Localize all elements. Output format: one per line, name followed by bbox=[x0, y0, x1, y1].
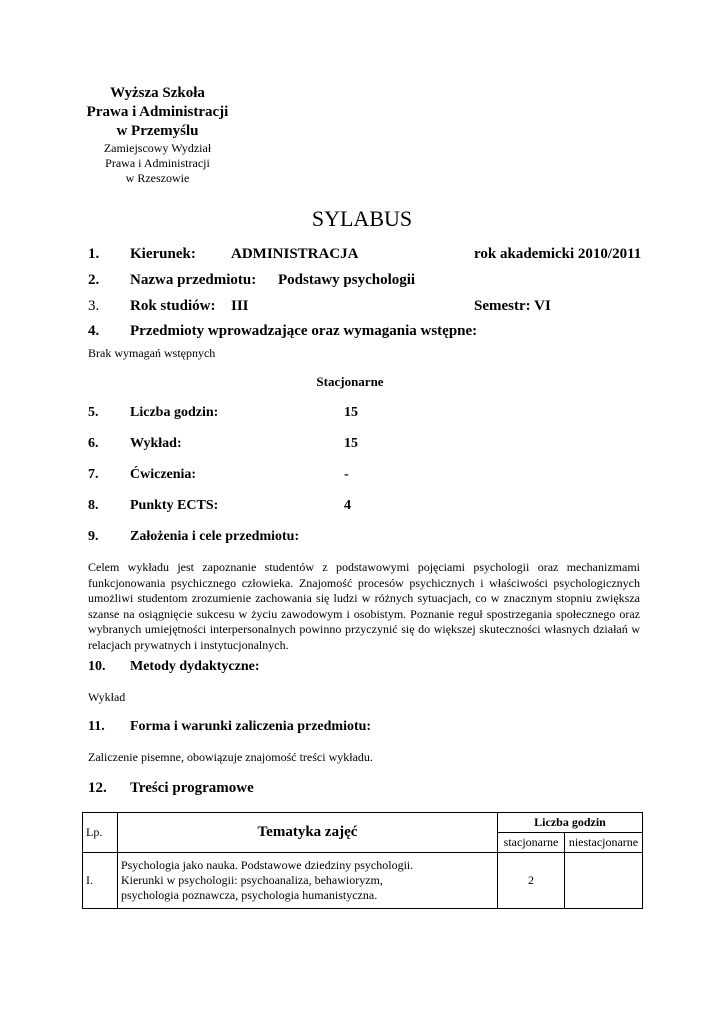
field-label: Liczba godzin: bbox=[130, 405, 219, 420]
field-label: Punkty ECTS: bbox=[130, 498, 219, 513]
row-number: 3. bbox=[88, 298, 100, 314]
row-number: 6. bbox=[88, 436, 99, 451]
section-title: Treści programowe bbox=[130, 780, 254, 796]
hours-row-ects bbox=[88, 496, 388, 516]
row-lp: I. bbox=[83, 853, 118, 909]
field-value: ADMINISTRACJA bbox=[231, 246, 359, 262]
header-part-time: niestacjonarne bbox=[564, 833, 642, 853]
row-number: 5. bbox=[88, 405, 99, 420]
topic-line: Psychologia jako nauka. Podstawowe dziedziny psychologii. bbox=[120, 858, 414, 872]
field-value: - bbox=[344, 467, 349, 482]
field-value: 4 bbox=[344, 498, 351, 513]
header-lp: Lp. bbox=[83, 813, 118, 853]
methods-text: Wykład bbox=[88, 690, 126, 704]
row-number: 4. bbox=[88, 323, 100, 339]
topic-line: Kierunki w psychologii: psychoanaliza, behawioryzm, bbox=[120, 873, 383, 887]
school-header bbox=[70, 84, 245, 186]
field-label: Ćwiczenia: bbox=[130, 467, 197, 482]
field-value: Podstawy psychologii bbox=[278, 272, 416, 288]
section-number: 12. bbox=[88, 780, 107, 796]
field-row-subject bbox=[88, 270, 648, 290]
academic-year: rok akademicki 2010/2011 bbox=[474, 246, 642, 262]
section-number: 10. bbox=[88, 659, 106, 674]
field-label: Wykład: bbox=[130, 436, 182, 451]
header-hours: Liczba godzin bbox=[498, 813, 643, 833]
row-number: 2. bbox=[88, 272, 100, 288]
hours-row-lecture bbox=[88, 434, 388, 454]
section-title: Założenia i cele przedmiotu: bbox=[130, 529, 300, 544]
section-heading-assessment bbox=[88, 717, 488, 737]
school-name-line1: Wyższa Szkoła bbox=[110, 85, 205, 101]
field-value: III bbox=[231, 298, 249, 314]
faculty-line3: w Rzeszowie bbox=[125, 171, 190, 185]
row-hours-part bbox=[564, 853, 642, 909]
table-header-row bbox=[83, 813, 643, 833]
goals-text: Celem wykładu jest zapoznanie studentów z podstawowymi pojęciami psychologii oraz mechanizmami funkcjonowania psychicznego człowieka. Znajomość procesów psychicznych i właściwości psychologicznych umożliwi studentom zrozumienie zachowania się ludzi w różnych sytuacjach, co w znacznym stopniu zwiększa szanse na osiągnięcie sukcesu w życiu zawodowym i osobistym. Poznanie reguł spostrzegania społecznego oraz wybranych umiejętności interpersonalnych powinno przyczynić się do większej skuteczności własnych działań w relacjach prywatnych i instytucjonalnych. bbox=[88, 560, 640, 652]
row-number: 1. bbox=[88, 246, 100, 262]
section-heading-content bbox=[88, 778, 488, 798]
section-title: Metody dydaktyczne: bbox=[130, 659, 260, 674]
assessment-text: Zaliczenie pisemne, obowiązuje znajomość treści wykładu. bbox=[88, 750, 373, 764]
section-number: 11. bbox=[88, 719, 105, 734]
faculty-line1: Zamiejscowy Wydział bbox=[103, 141, 212, 155]
hours-row-total bbox=[88, 403, 388, 423]
field-label: Nazwa przedmiotu: bbox=[130, 272, 257, 288]
field-label: Przedmioty wprowadzające oraz wymagania wstępne: bbox=[130, 323, 478, 339]
requirements-text: Brak wymagań wstępnych bbox=[88, 346, 216, 360]
header-full-time: stacjonarne bbox=[498, 833, 565, 853]
topic-line: psychologia poznawcza, psychologia humanistyczna. bbox=[120, 888, 378, 902]
row-topic bbox=[117, 853, 497, 909]
faculty-line2: Prawa i Administracji bbox=[105, 156, 210, 170]
row-number: 8. bbox=[88, 498, 99, 513]
program-table bbox=[82, 812, 643, 909]
section-number: 9. bbox=[88, 529, 99, 544]
section-heading-methods bbox=[88, 657, 488, 677]
field-row-kierunek bbox=[88, 244, 648, 264]
field-value: 15 bbox=[344, 436, 358, 451]
school-name-line3: w Przemyślu bbox=[116, 123, 199, 139]
field-row-year bbox=[88, 296, 648, 316]
hours-row-exercises bbox=[88, 465, 388, 485]
table-row bbox=[83, 853, 643, 909]
field-value: 15 bbox=[344, 405, 358, 420]
row-number: 7. bbox=[88, 467, 99, 482]
field-label: Kierunek: bbox=[130, 246, 196, 262]
semester: Semestr: VI bbox=[474, 298, 551, 314]
document-title: SYLABUS bbox=[311, 206, 413, 231]
field-label: Rok studiów: bbox=[130, 298, 216, 314]
header-topic: Tematyka zajęć bbox=[117, 813, 497, 853]
row-hours-full: 2 bbox=[498, 853, 565, 909]
section-heading-goals bbox=[88, 527, 488, 547]
mode-label: Stacjonarne bbox=[316, 374, 384, 389]
field-row-prerequisites bbox=[88, 321, 648, 341]
school-name-line2: Prawa i Administracji bbox=[86, 104, 229, 120]
section-title: Forma i warunki zaliczenia przedmiotu: bbox=[130, 719, 372, 734]
